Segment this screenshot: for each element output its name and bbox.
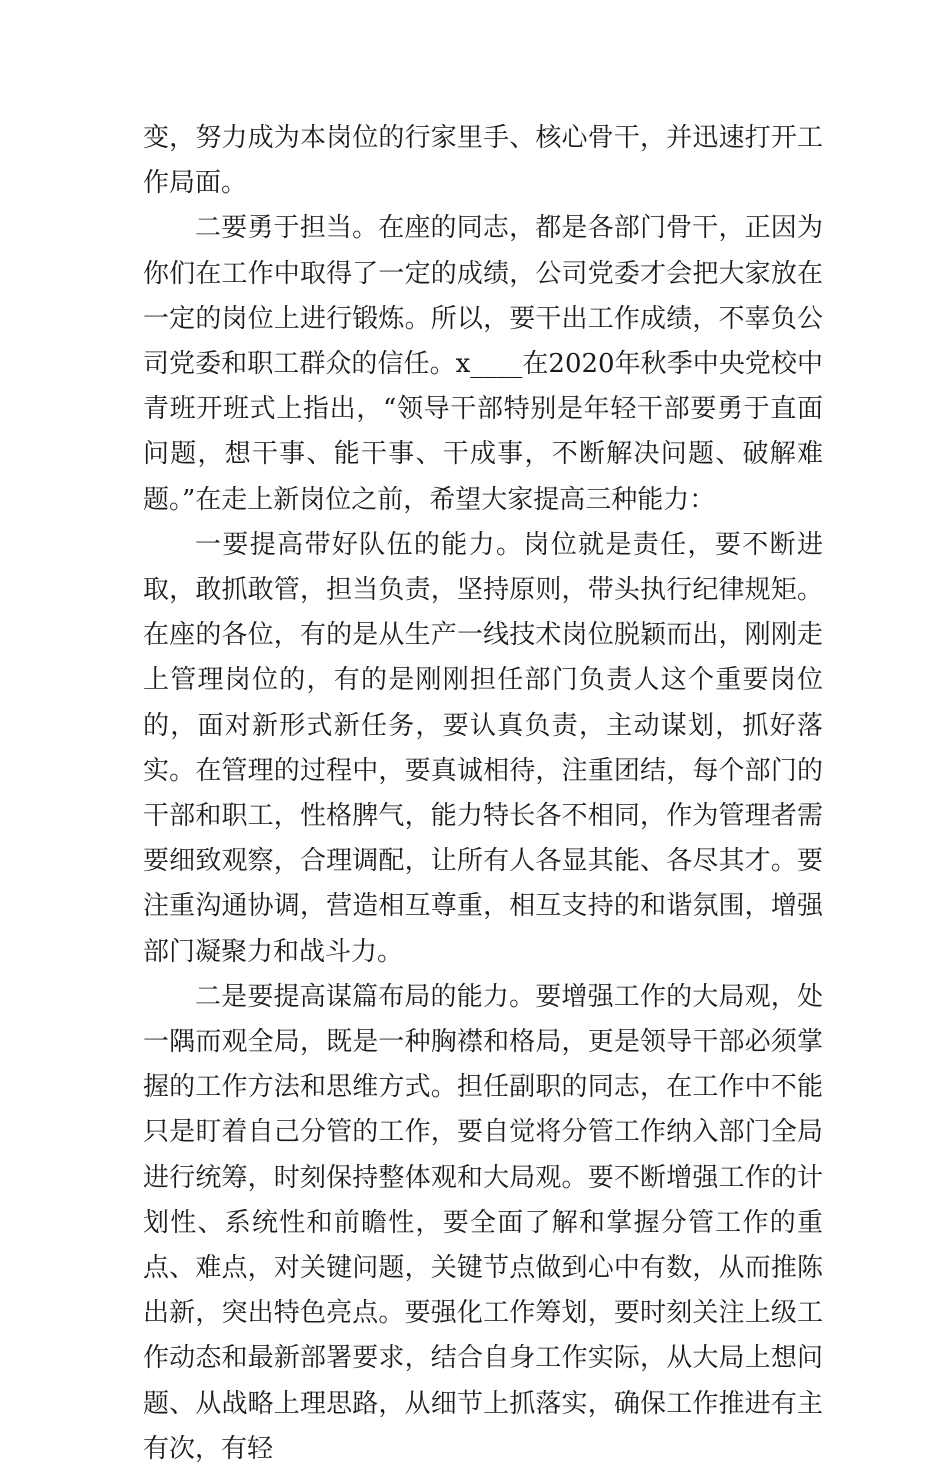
paragraph-continuation: 变，努力成为本岗位的行家里手、核心骨干，并迅速打开工作局面。 (143, 123, 823, 199)
paragraph-overall-planning-ability: 二是要提高谋篇布局的能力。要增强工作的大局观，处一隅而观全局，既是一种胸襟和格局，更是领导干部必须掌握的工作方法和思维方式。担任副职的同志，在工作中不能只是盯着自己分管的工作，要自觉将分管工作纳入部门全局进行统筹，时刻保持整体观和大局观。要不断增强工作的计划性、系统性和前瞻性，要全面了解和掌握分管工作的重点、难点，对关键问题，关键节点做到心中有数，从而推陈出新，突出特色亮点。要强化工作筹划，要时刻关注上级工作动态和最新部署要求，结合自身工作实际，从大局上想问题、从战略上理思路，从细节上抓落实，确保工作推进有主有次，有轻 (143, 981, 823, 1464)
paragraph-team-leadership-ability: 一要提高带好队伍的能力。岗位就是责任，要不断进取，敢抓敢管，担当负责，坚持原则，带头执行纪律规矩。在座的各位，有的是从生产一线技术岗位脱颖而出，刚刚走上管理岗位的，有的是刚刚担任部门负责人这个重要岗位的，面对新形式新任务，要认真负责，主动谋划，抓好落实。在管理的过程中，要真诚相待，注重团结，每个部门的干部和职工，性格脾气，能力特长各不相同，作为管理者需要细致观察，合理调配，让所有人各显其能、各尽其才。要注重沟通协调，营造相互尊重，相互支持的和谐氛围，增强部门凝聚力和战斗力。 (143, 529, 823, 967)
document-body (143, 116, 823, 1472)
paragraph-courage-to-take-responsibility: 二要勇于担当。在座的同志，都是各部门骨干，正因为你们在工作中取得了一定的成绩，公司党委才会把大家放在一定的岗位上进行锻炼。所以，要干出工作成绩，不辜负公司党委和职工群众的信任。x____在2020年秋季中央党校中青班开班式上指出，“领导干部特别是年轻干部要勇于直面问题，想干事、能干事、干成事，不断解决问题、破解难题。”在走上新岗位之前，希望大家提高三种能力： (143, 213, 823, 515)
